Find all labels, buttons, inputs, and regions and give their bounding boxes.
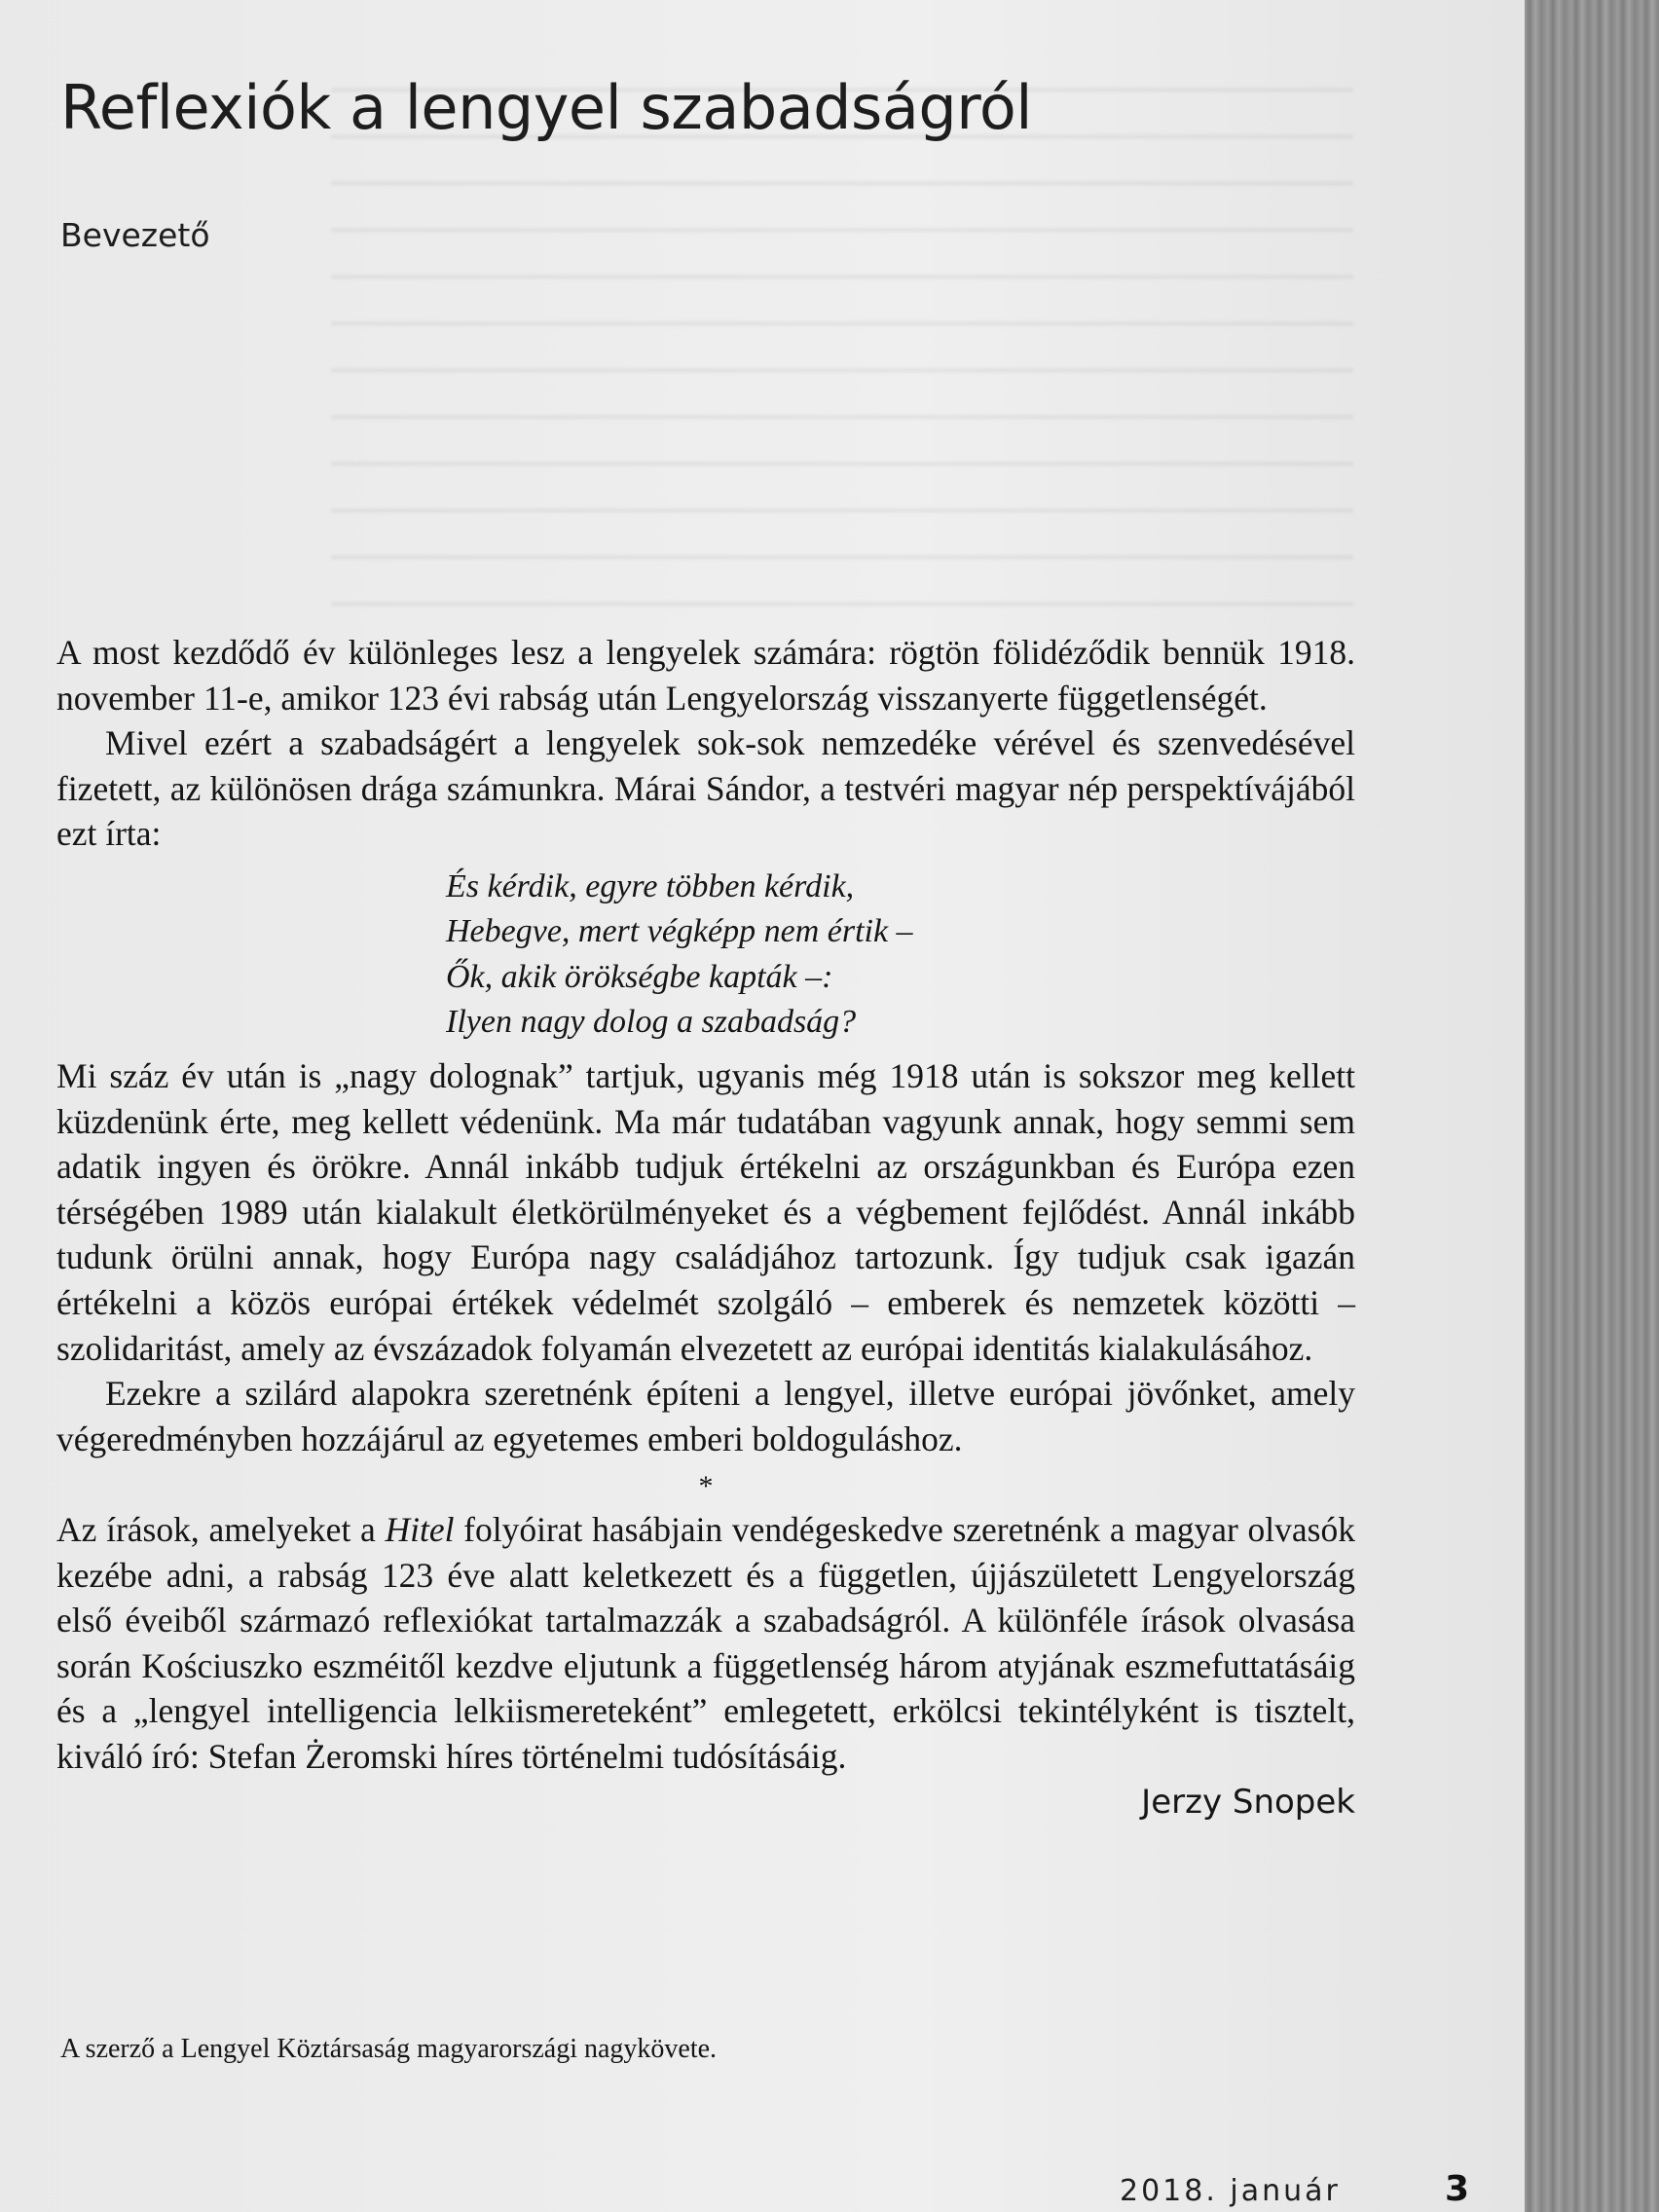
poem-line: Ők, akik örökségbe kapták –: [446, 958, 833, 995]
section-separator: * [698, 1470, 714, 1503]
poem-quote [446, 865, 1355, 1046]
poem-line: És kérdik, egyre többen kérdik, [446, 867, 855, 904]
page-number: 3 [1445, 2169, 1470, 2209]
author-footnote: A szerző a Lengyel Köztársaság magyarországi nagykövete. [60, 2034, 718, 2064]
article-subtitle: Bevezető [60, 216, 210, 254]
paragraph-3: Mi száz év után is „nagy dolognak” tartjuk, ugyanis még 1918 után is sokszor meg kellett küzdenünk érte, meg kellett védenünk. Ma már tudatában vagyunk annak, hogy semmi sem adatik ingyen és örökre. Annál inkább tudjuk értékelni az országunkban és Európa ezen térségében 1989 után kialakult életkörülményeket és a végbement fejlődést. Annál inkább tudunk örülni annak, hogy Európa nagy családjához tartozunk. Így tudjuk csak igazán értékelni a közös európai értékek védelmét szolgáló – emberek és nemzetek közötti – szolidaritást, amely az évszázadok folyamán elvezetett az európai identitás kialakulásához. [56, 1055, 1355, 1368]
show-through-texture [331, 58, 1353, 643]
article-body [56, 630, 1355, 1824]
paragraph-5 [56, 1507, 1355, 1780]
poem-line: Hebegve, mert végképp nem értik – [446, 913, 913, 950]
page-edge-background [1525, 0, 1659, 2212]
poem-line: Ilyen nagy dolog a szabadság? [446, 1004, 857, 1041]
article-title: Reflexiók a lengyel szabadságról [60, 72, 1032, 143]
paragraph-5-start: Az írások, amelyeket a [56, 1509, 386, 1549]
journal-name: Hitel [385, 1509, 455, 1549]
folio-date: 2018. január [1120, 2174, 1341, 2208]
paragraph-2: Mivel ezért a szabadságért a lengyelek sok-sok nemzedéke vérével és szenvedésével fizetett, az különösen drága számunkra. Márai Sándor, a testvéri magyar nép perspektívájából ezt írta: [56, 723, 1355, 854]
paragraph-1: A most kezdődő év különleges lesz a lengyelek számára: rögtön fölidéződik bennük 1918. november 11-e, amikor 123 évi rabság után Lengyelország visszanyerte függetlenségét. [56, 633, 1355, 718]
paragraph-4: Ezekre a szilárd alapokra szeretnénk építeni a lengyel, illetve európai jövőnket, amely végeredményben hozzájárul az egyetemes emberi boldoguláshoz. [56, 1374, 1355, 1458]
author-signature: Jerzy Snopek [1141, 1783, 1355, 1823]
paragraph-5-end: folyóirat hasábjain vendégeskedve szeretnénk a magyar olvasók kezébe adni, a rabság 123 éve alatt keletkezett és a független, újjászületett Lengyelország első éveiből származó reflexiókat tartalmazzák a szabadságról. A különféle írások olvasása során Kościuszko eszméitől kezdve eljutunk a függetlenség három atyjának eszmefuttatásáig és a „lengyel intelligencia lelkiismereteként” emlegetett, erkölcsi tekintélyként is tisztelt, kiváló író: Stefan Żeromski híres történelmi tudósításáig. [56, 1509, 1355, 1776]
